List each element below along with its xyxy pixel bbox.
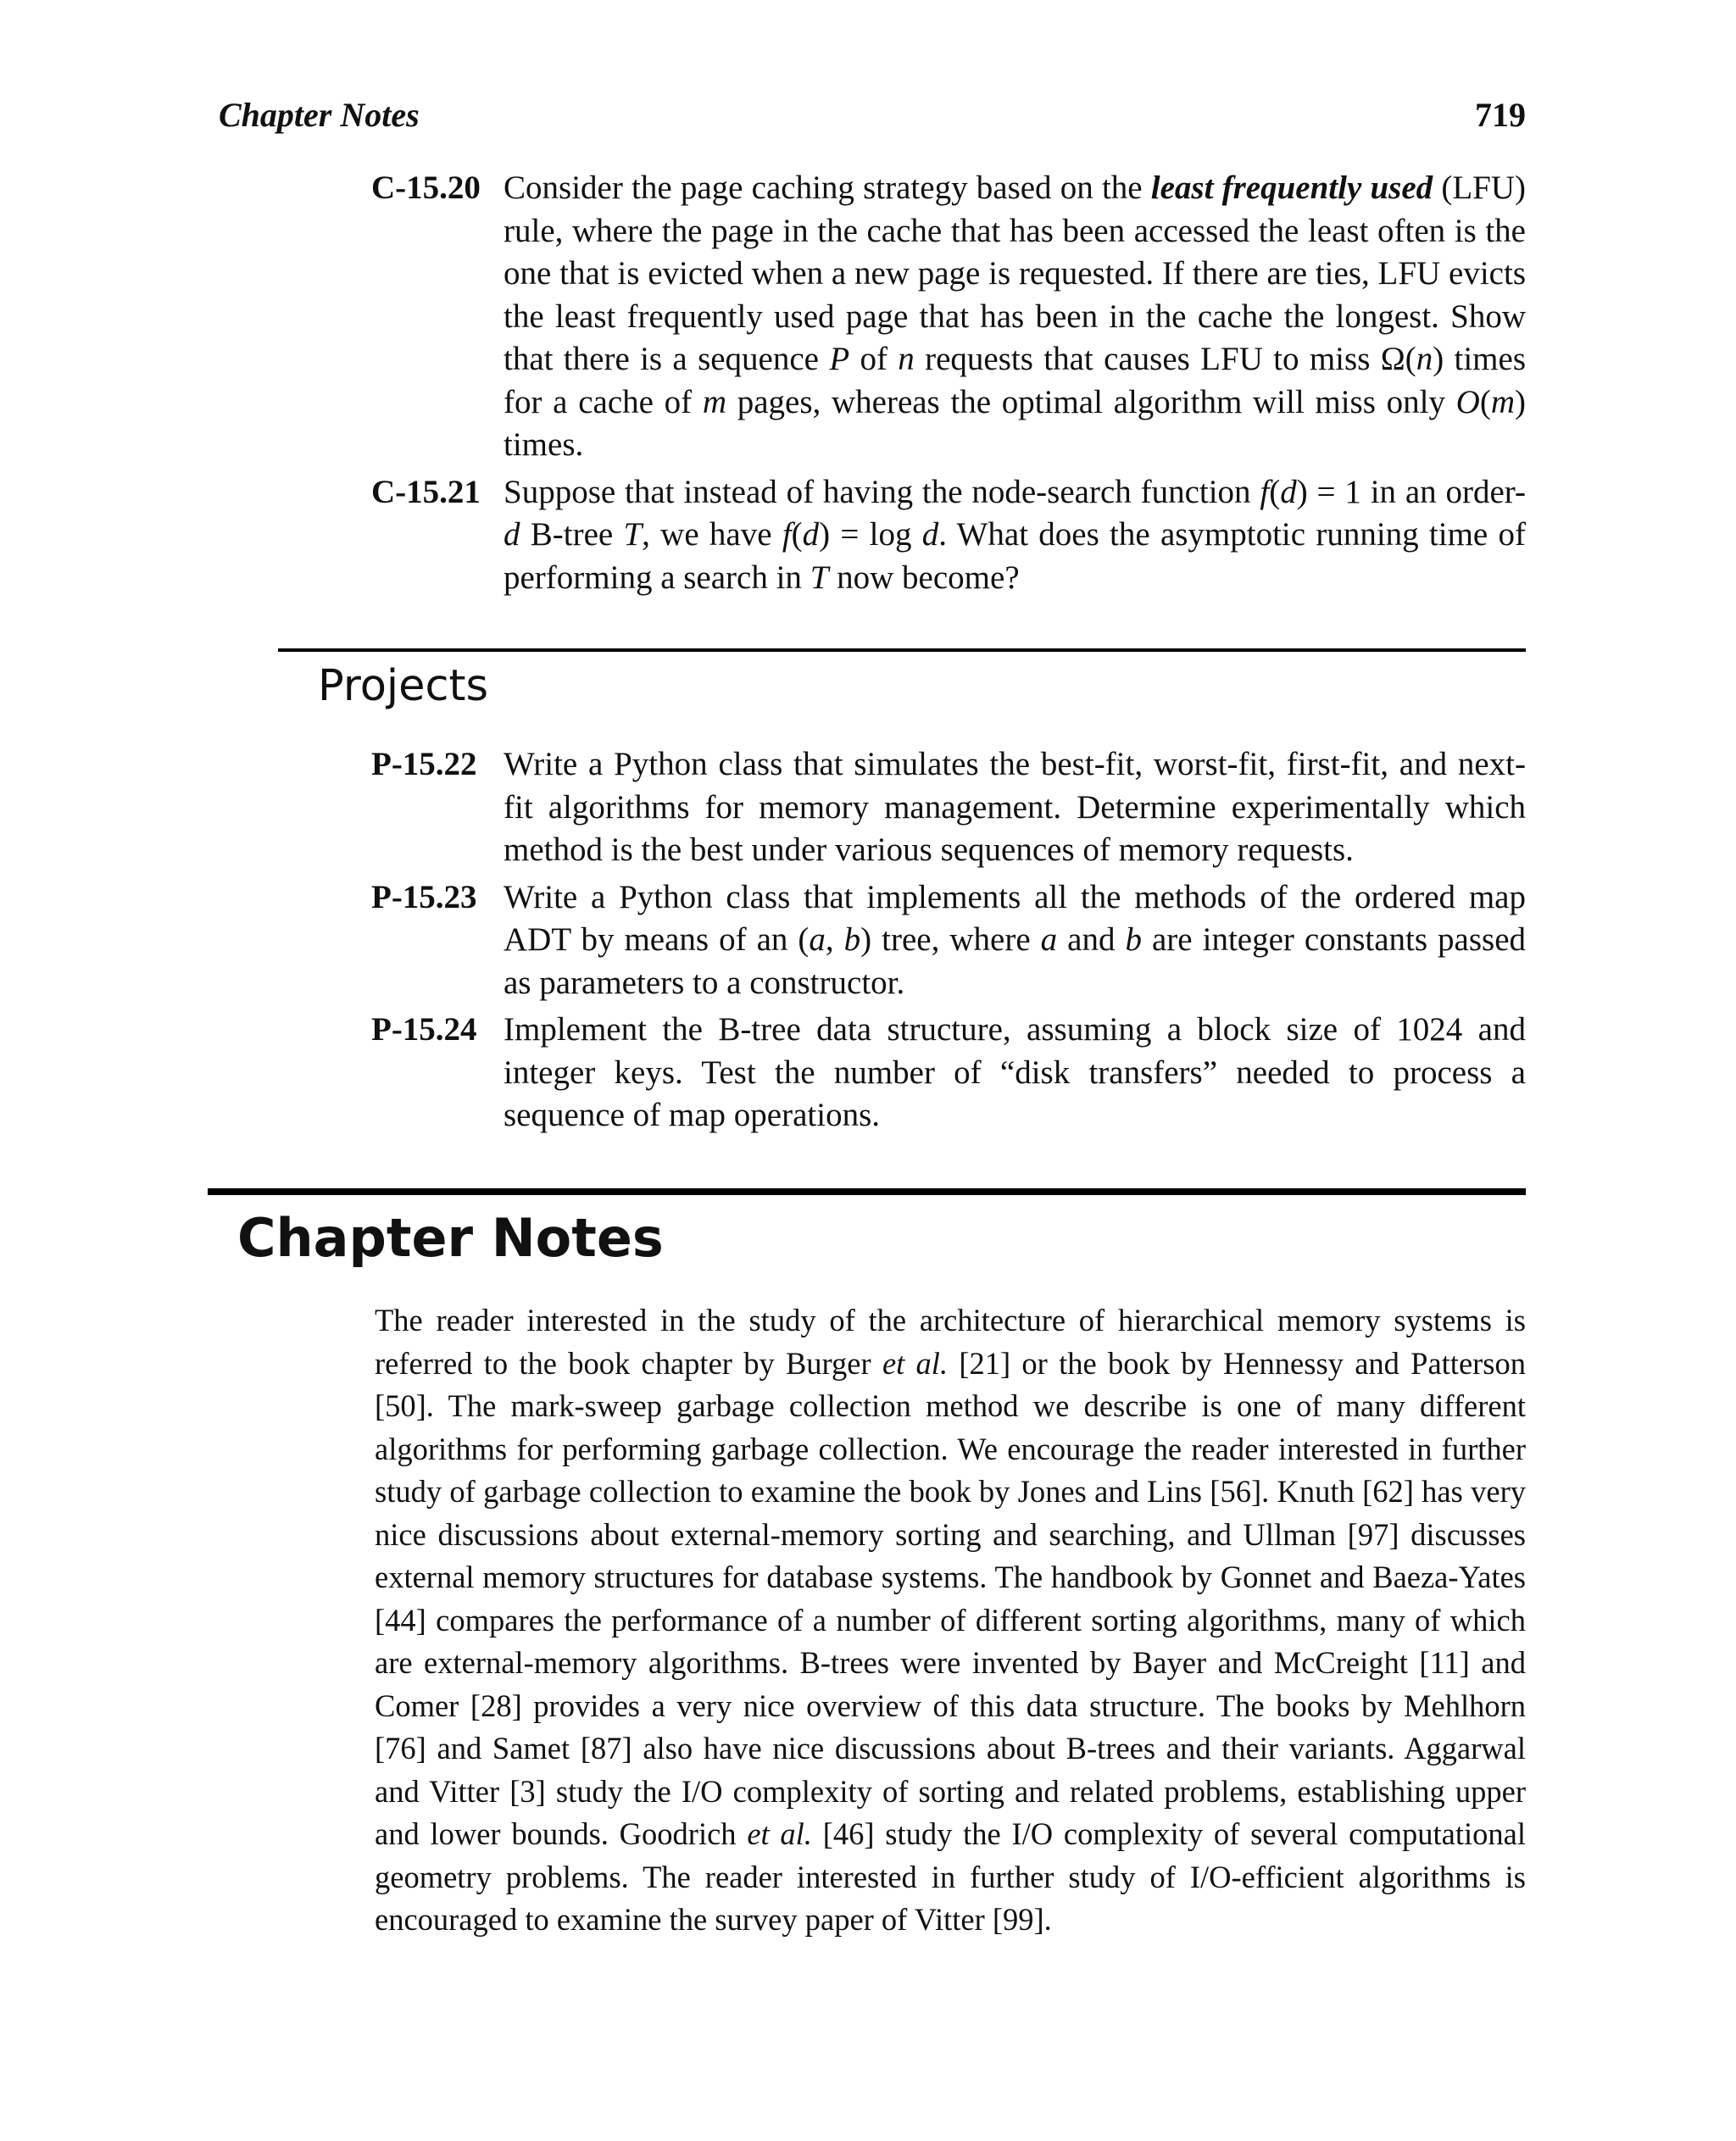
exercise-c-15-21 (371, 471, 1526, 600)
chapter-notes-section-rule (208, 1188, 1526, 1195)
running-header (219, 95, 1526, 146)
exercise-text: Implement the B-tree data structure, assuming a block size of 1024 and integer keys. Test the number of “disk transfers” needed to process a sequence of map operations. (504, 1011, 1526, 1133)
projects-section-rule (278, 648, 1526, 652)
projects-heading: Projects (318, 661, 489, 711)
exercise-label: P-15.22 (371, 746, 477, 782)
exercise-label: C-15.21 (371, 473, 481, 510)
exercise-p-15-23 (371, 876, 1526, 1005)
page-number: 719 (1475, 96, 1526, 134)
exercise-text: Consider the page caching strategy based on the least frequently used (LFU) rule, where the page in the cache that has been accessed the least often is the one that is evicted when a new page is requested. If there are ties, LFU evicts the least frequently used page that has been in the cache the longest. Show that there is a sequence P of n requests that causes LFU to miss Ω(n) times for a cache of m pages, whereas the optimal algorithm will miss only O(m) times. (504, 170, 1526, 463)
exercise-text: Write a Python class that simulates the best-fit, worst-fit, first-fit, and next-fit algorithms for memory management. Determine experimentally which method is the best under various sequences of memory requests. (504, 746, 1526, 868)
chapter-notes-paragraph: The reader interested in the study of the architecture of hierarchical memory systems is referred to the book chapter by Burger et al. [21] or the book by Hennessy and Patterson [50]. The mark-sweep garbage collection method we describe is one of many different algorithms for performing garbage collection. We encourage the reader interested in further study of garbage collection to examine the book by Jones and Lins [56]. Knuth [62] has very nice discussions about external-memory sorting and searching, and Ullman [97] discusses external memory structures for database systems. The handbook by Gonnet and Baeza-Yates [44] compares the performance of a number of different sorting algorithms, many of which are external-memory algorithms. B-trees were invented by Bayer and McCreight [11] and Comer [28] provides a very nice overview of this data structure. The books by Mehlhorn [76] and Samet [87] also have nice discussions about B-trees and their variants. Aggarwal and Vitter [3] study the I/O complexity of sorting and related problems, establishing upper and lower bounds. Goodrich et al. [46] study the I/O complexity of several computational geometry problems. The reader interested in further study of I/O-efficient algorithms is encouraged to examine the survey paper of Vitter [99]. (375, 1303, 1527, 1937)
chapter-notes-heading: Chapter Notes (237, 1207, 664, 1269)
exercise-label: P-15.23 (371, 878, 477, 915)
exercise-c-15-20 (371, 167, 1526, 467)
running-header-title: Chapter Notes (219, 96, 420, 134)
creativity-exercise-list (371, 167, 1526, 603)
exercise-label: C-15.20 (371, 170, 481, 206)
projects-list (371, 743, 1526, 1142)
exercise-p-15-22 (371, 743, 1526, 872)
exercise-text: Suppose that instead of having the node-search function f(d) = 1 in an order-d B-tree T, we have f(d) = log d. What does the asymptotic running time of performing a search in T now become? (504, 473, 1526, 596)
exercise-label: P-15.24 (371, 1011, 477, 1048)
exercise-p-15-24 (371, 1009, 1526, 1137)
exercise-text: Write a Python class that implements all the methods of the ordered map ADT by means of an (a, b) tree, where a and b are integer constants passed as parameters to a constructor. (504, 878, 1527, 1001)
